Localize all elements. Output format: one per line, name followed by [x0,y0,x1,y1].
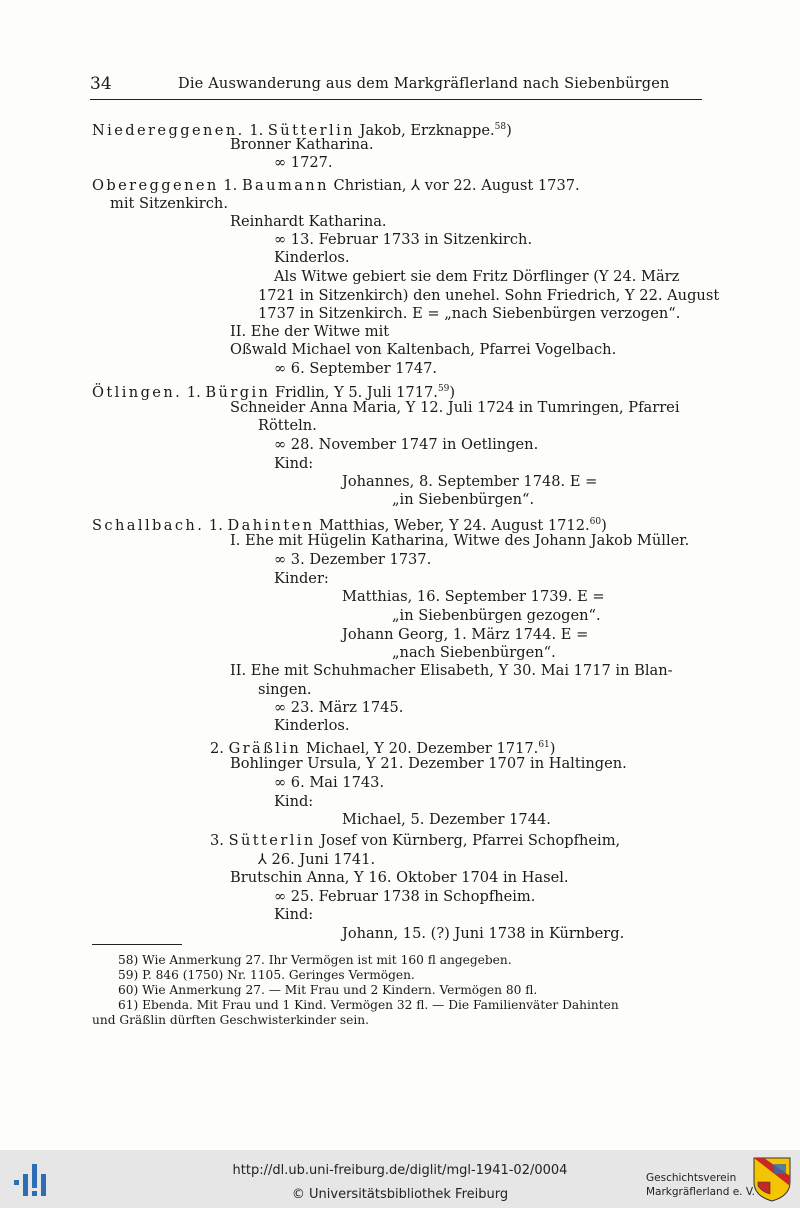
text-line: 1737 in Sitzenkirch. E = „nach Siebenbürgen verzogen“. [258,305,681,322]
text-line: 1721 in Sitzenkirch) den unehel. Sohn Friedrich, Y 22. August [258,287,720,304]
permalink-url[interactable]: http://dl.ub.uni-freiburg.de/diglit/mgl-1941-02/0004 [232,1163,568,1178]
text-line: Michael, 5. Dezember 1744. [342,811,551,828]
text-line: Matthias, 16. September 1739. E = [342,588,605,605]
text-line: ∞ 3. Dezember 1737. [274,551,432,568]
entry-obereggenen-head: Obereggenen 1. Baumann Christian, ⅄ vor 22. August 1737. [92,177,580,194]
text-line: ∞ 28. November 1747 in Oetlingen. [274,436,539,453]
text-line: Kind: [274,455,314,472]
text-line: ∞ 23. März 1745. [274,699,404,716]
text-line: singen. [258,681,312,698]
footnote: 61) Ebenda. Mit Frau und 1 Kind. Vermögen 32 fl. — Die Familienväter Dahinten [118,998,619,1012]
text-line: Reinhardt Katharina. [230,213,387,230]
text-line: I. Ehe mit Hügelin Katharina, Witwe des Johann Jakob Müller. [230,532,690,549]
text-line: Johann, 15. (?) Juni 1738 in Kürnberg. [342,925,625,942]
text-line: Bohlinger Ursula, Y 21. Dezember 1707 in Haltingen. [230,755,627,772]
page-number: 34 [90,74,112,94]
text-line: Als Witwe gebiert sie dem Fritz Dörflinger (Y 24. März [274,268,680,285]
entry-schallbach-2-head: 2. Gräßlin Michael, Y 20. Dezember 1717.61) [210,739,556,757]
text-line: II. Ehe mit Schuhmacher Elisabeth, Y 30. Mai 1717 in Blan- [230,662,673,679]
text-line: ∞ 6. Mai 1743. [274,774,385,791]
text-line: ∞ 1727. [274,154,333,171]
text-line: Kinderlos. [274,249,350,266]
footnote: 58) Wie Anmerkung 27. Ihr Vermögen ist mit 160 fl angegeben. [118,953,512,967]
text-line: Rötteln. [258,417,317,434]
footnote: und Gräßlin dürften Geschwisterkinder sein. [92,1013,370,1027]
text-line: mit Sitzenkirch. [110,195,228,212]
text-line: „in Siebenbürgen gezogen“. [392,607,601,624]
footnote-rule [92,944,182,945]
copyright-notice: © Universitätsbibliothek Freiburg [291,1187,509,1202]
society-name-line1: Geschichtsverein [646,1172,737,1184]
text-line: Johannes, 8. September 1748. E = [342,473,598,490]
footnote: 60) Wie Anmerkung 27. — Mit Frau und 2 Kindern. Vermögen 80 fl. [118,983,538,997]
text-line: Oßwald Michael von Kaltenbach, Pfarrei Vogelbach. [230,341,617,358]
entry-schallbach-head: Schallbach. 1. Dahinten Matthias, Weber, Y 24. August 1712.60) [92,516,607,534]
footnote: 59) P. 846 (1750) Nr. 1105. Geringes Vermögen. [118,968,415,982]
text-line: Bronner Katharina. [230,136,374,153]
text-line: II. Ehe der Witwe mit [230,323,390,340]
running-title: Die Auswanderung aus dem Markgräflerland nach Siebenbürgen [178,76,670,92]
text-line: ∞ 13. Februar 1733 in Sitzenkirch. [274,231,533,248]
text-line: Kinder: [274,570,329,587]
text-line: ∞ 25. Februar 1738 in Schopfheim. [274,888,536,905]
text-line: Johann Georg, 1. März 1744. E = [342,626,589,643]
text-line: ∞ 6. September 1747. [274,360,438,377]
text-line: Kinderlos. [274,717,350,734]
text-line: „nach Siebenbürgen“. [392,644,556,661]
text-line: ⅄ 26. Juni 1741. [258,851,376,868]
text-line: Kind: [274,906,314,923]
entry-schallbach-3-head: 3. Sütterlin Josef von Kürnberg, Pfarrei Schopfheim, [210,832,621,849]
coat-of-arms-icon [752,1156,792,1202]
text-line: „in Siebenbürgen“. [392,491,535,508]
entry-otlingen-head: Ötlingen. 1. Bürgin Fridlin, Y 5. Juli 1717.59) [92,383,456,401]
text-line: Schneider Anna Maria, Y 12. Juli 1724 in Tumringen, Pfarrei [230,399,680,416]
header-rule [90,99,702,100]
society-name-line2: Markgräflerland e. V. [646,1186,756,1198]
entry-niedereggenen-head: Niedereggenen. 1. Sütterlin Jakob, Erzknappe.$^{58}$) [92,121,512,139]
text-line: Kind: [274,793,314,810]
text-line: Brutschin Anna, Y 16. Oktober 1704 in Hasel. [230,869,569,886]
